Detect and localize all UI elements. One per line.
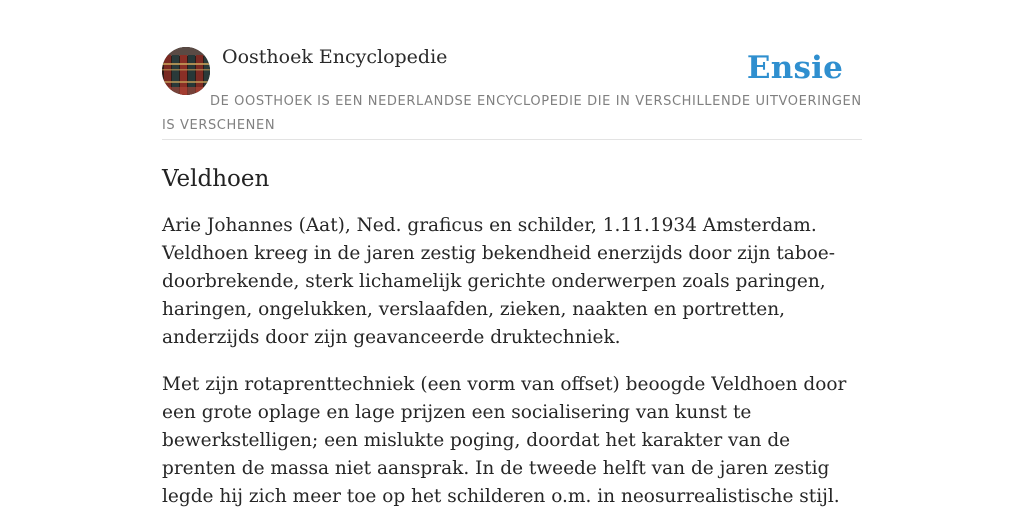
encyclopedia-books-avatar-icon[interactable]: [162, 47, 210, 95]
article-paragraph: Arie Johannes (Aat), Ned. graficus en schilder, 1.11.1934 Amsterdam. Veldhoen kreeg in de jaren zestig bekendheid enerzijds door zijn taboe-doorbrekende, sterk lichamelijk gerichte onderwerpen zoals paringen, haringen, ongelukken, verslaafden, zieken, naakten en portretten, anderzijds door zijn geavanceerde druktechniek.: [162, 215, 836, 348]
article-content: [162, 160, 862, 512]
site-title-link[interactable]: Oosthoek Encyclopedie: [222, 46, 448, 68]
ensie-logo-link[interactable]: Ensie: [746, 50, 843, 86]
site-header: [162, 46, 862, 140]
site-tagline: DE OOSTHOEK IS EEN NEDERLANDSE ENCYCLOPEDIE DIE IN VERSCHILLENDE UITVOERINGEN IS VERSCHENEN: [162, 94, 862, 133]
books-image: [162, 47, 210, 95]
article-title: Veldhoen: [162, 166, 270, 192]
article-paragraph: Met zijn rotaprenttechniek (een vorm van offset) beoogde Veldhoen door een grote oplage en lage prijzen een socialisering van kunst te bewerkstelligen; een mislukte poging, doordat het karakter van de prenten de massa niet aansprak. In de tweede helft van de jaren zestig legde hij zich meer toe op het schilderen o.m. in neosurrealistische stijl.: [162, 374, 847, 507]
article-body: [162, 212, 862, 511]
